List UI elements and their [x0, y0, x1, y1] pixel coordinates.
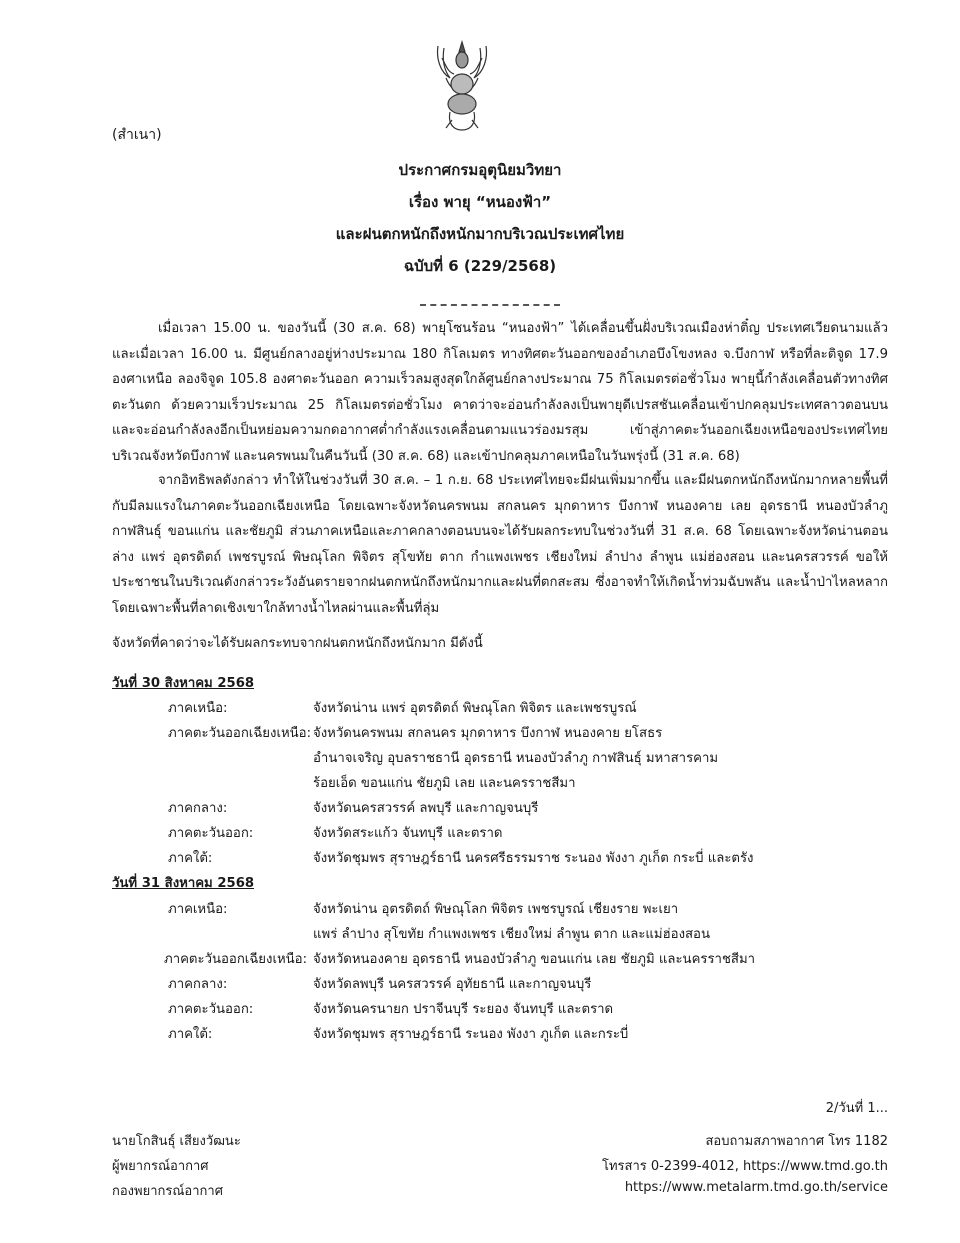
province-list: จังหวัดลพบุรี นครสวรรค์ อุทัยธานี และกาญจนบุรี: [313, 977, 592, 992]
region-label: ภาคเหนือ:: [168, 902, 228, 917]
region-label: ภาคตะวันออกเฉียงเหนือ:: [164, 952, 308, 967]
province-list: ร้อยเอ็ด ขอนแก่น ชัยภูมิ เลย และนครราชสีมา: [313, 776, 576, 791]
province-list: จังหวัดสระแก้ว จันทบุรี และตราด: [313, 826, 503, 841]
province-list: จังหวัดชุมพร สุราษฎร์ธานี นครศรีธรรมราช ระนอง พังงา ภูเก็ต กระบี่ และตรัง: [313, 851, 754, 866]
paragraph-impact: จากอิทธิพลดังกล่าว ทำให้ในช่วงวันที่ 30 ส.ค. – 1 ก.ย. 68 ประเทศไทยจะมีฝนเพิ่มมากขึ้น และมีฝนตกหนักถึงหนักมากหลายพื้นที่ กับมีลมแรงในภาคตะวันออกเฉียงเหนือ โดยเฉพาะจังหวัดนครพนม สกลนคร มุกดาหาร บึงกาฬ หนองคาย เลย อุดรธานี หนองบัวลำภู กาฬสินธุ์ ขอนแก่น และชัยภูมิ ส่วนภาคเหนือและภาคกลางตอนบนจะได้รับผลกระทบในช่วงวันที่ 31 ส.ค. 68 โดยเฉพาะจังหวัดน่านตอนล่าง แพร่ อุตรดิตถ์ เพชรบูรณ์ พิษณุโลก พิจิตร สุโขทัย ตาก กำแพงเพชร เชียงใหม่ ลำปาง ลำพูน แม่ฮ่องสอน และนครสวรรค์ ขอให้ประชาชนในบริเวณดังกล่าวระวังอันตรายจากฝนตกหนักถึงหนักมากและฝนที่ตกสะสม ซึ่งอาจทำให้เกิดน้ำท่วมฉับพลัน และน้ำป่าไหลหลาก โดยเฉพาะพื้นที่ลาดเชิงเขาใกล้ทางน้ำไหลผ่านและพื้นที่ลุ่ม: [112, 473, 888, 616]
province-list: จังหวัดหนองคาย อุดรธานี หนองบัวลำภู ขอนแก่น เลย ชัยภูมิ และนครราชสีมา: [313, 952, 756, 967]
service-url-link[interactable]: https://www.metalarm.tmd.go.th/service: [624, 1180, 888, 1195]
affected-provinces-intro: จังหวัดที่คาดว่าจะได้รับผลกระทบจากฝนตกหนักถึงหนักมาก มีดังนี้: [112, 636, 483, 651]
title-separator: [420, 304, 560, 306]
garuda-emblem-icon: [432, 38, 492, 134]
region-label: ภาคใต้:: [168, 851, 213, 866]
province-list: จังหวัดน่าน อุตรดิตถ์ พิษณุโลก พิจิตร เพชรบูรณ์ เชียงราย พะเยา: [313, 902, 679, 917]
paragraph-storm-status: เมื่อเวลา 15.00 น. ของวันนี้ (30 ส.ค. 68) พายุโซนร้อน “หนองฟ้า” ได้เคลื่อนขึ้นฝั่งบริเวณเมืองห่าติ๋ญ ประเทศเวียดนามแล้ว และเมื่อเวลา 16.00 น. มีศูนย์กลางอยู่ห่างประมาณ 180 กิโลเมตร ทางทิศตะวันออกของอำเภอบึงโขงหลง จ.บึงกาฬ หรือที่ละติจูด 17.9 องศาเหนือ ลองจิจูด 105.8 องศาตะวันออก ความเร็วลมสูงสุดใกล้ศูนย์กลางประมาณ 75 กิโลเมตรต่อชั่วโมง พายุนี้กำลังเคลื่อนตัวทางทิศตะวันตก ด้วยความเร็วประมาณ 25 กิโลเมตรต่อชั่วโมง คาดว่าจะอ่อนกำลังลงเป็นพายุดีเปรสชันเคลื่อนเข้าปกคลุมประเทศลาวตอนบน และจะอ่อนกำลังลงอีกเป็นหย่อมความกดอากาศต่ำกำลังแรงเคลื่อนตามแนวร่องมรสุม เข้าสู่ภาคตะวันออกเฉียงเหนือของประเทศไทยบริเวณจังหวัดบึงกาฬ และนครพนมในคืนวันนี้ (30 ส.ค. 68) และเข้าปกคลุมภาคเหนือในวันพรุ่งนี้ (31 ส.ค. 68): [112, 321, 888, 464]
document-subject: เรื่อง พายุ “หนองฟ้า”: [408, 193, 552, 211]
province-list: จังหวัดนครพนม สกลนคร มุกดาหาร บึงกาฬ หนองคาย ยโสธร: [313, 726, 663, 741]
signatory-position: ผู้พยากรณ์อากาศ: [112, 1159, 209, 1174]
document-subject-line2: และฝนตกหนักถึงหนักมากบริเวณประเทศไทย: [335, 225, 625, 243]
signatory-name: นายโกสินธุ์ เสียงวัฒนะ: [112, 1134, 241, 1149]
day-heading-30-aug: วันที่ 30 สิงหาคม 2568: [112, 676, 255, 691]
province-list: อำนาจเจริญ อุบลราชธานี อุดรธานี หนองบัวลำภู กาฬสินธุ์ มหาสารคาม: [313, 751, 719, 766]
signatory-division: กองพยากรณ์อากาศ: [112, 1184, 223, 1199]
region-label: ภาคกลาง:: [168, 977, 228, 992]
contact-fax-website[interactable]: โทรสาร 0-2399-4012, https://www.tmd.go.th: [602, 1159, 888, 1174]
region-label: ภาคกลาง:: [168, 801, 228, 816]
document-title: ประกาศกรมอุตุนิยมวิทยา: [398, 161, 562, 179]
issue-number: ฉบับที่ 6 (229/2568): [403, 257, 557, 275]
province-list: จังหวัดชุมพร สุราษฎร์ธานี ระนอง พังงา ภูเก็ต และกระบี่: [313, 1027, 629, 1042]
region-label: ภาคตะวันออก:: [168, 1002, 254, 1017]
province-list: จังหวัดนครนายก ปราจีนบุรี ระยอง จันทบุรี และตราด: [313, 1002, 614, 1017]
region-label: ภาคเหนือ:: [168, 701, 228, 716]
region-label: ภาคตะวันออกเฉียงเหนือ:: [168, 726, 312, 741]
province-list: จังหวัดนครสวรรค์ ลพบุรี และกาญจนบุรี: [313, 801, 539, 816]
copy-label: (สำเนา): [112, 127, 162, 143]
province-list: จังหวัดน่าน แพร่ อุตรดิตถ์ พิษณุโลก พิจิตร และเพชรบูรณ์: [313, 701, 637, 716]
day-heading-31-aug: วันที่ 31 สิงหาคม 2568: [112, 876, 255, 891]
region-label: ภาคตะวันออก:: [168, 826, 254, 841]
region-label: ภาคใต้:: [168, 1027, 213, 1042]
province-list: แพร่ ลำปาง สุโขทัย กำแพงเพชร เชียงใหม่ ลำพูน ตาก และแม่ฮ่องสอน: [313, 927, 710, 942]
contact-phone: สอบถามสภาพอากาศ โทร 1182: [705, 1134, 888, 1149]
next-page-marker: 2/วันที่ 1...: [825, 1101, 888, 1116]
